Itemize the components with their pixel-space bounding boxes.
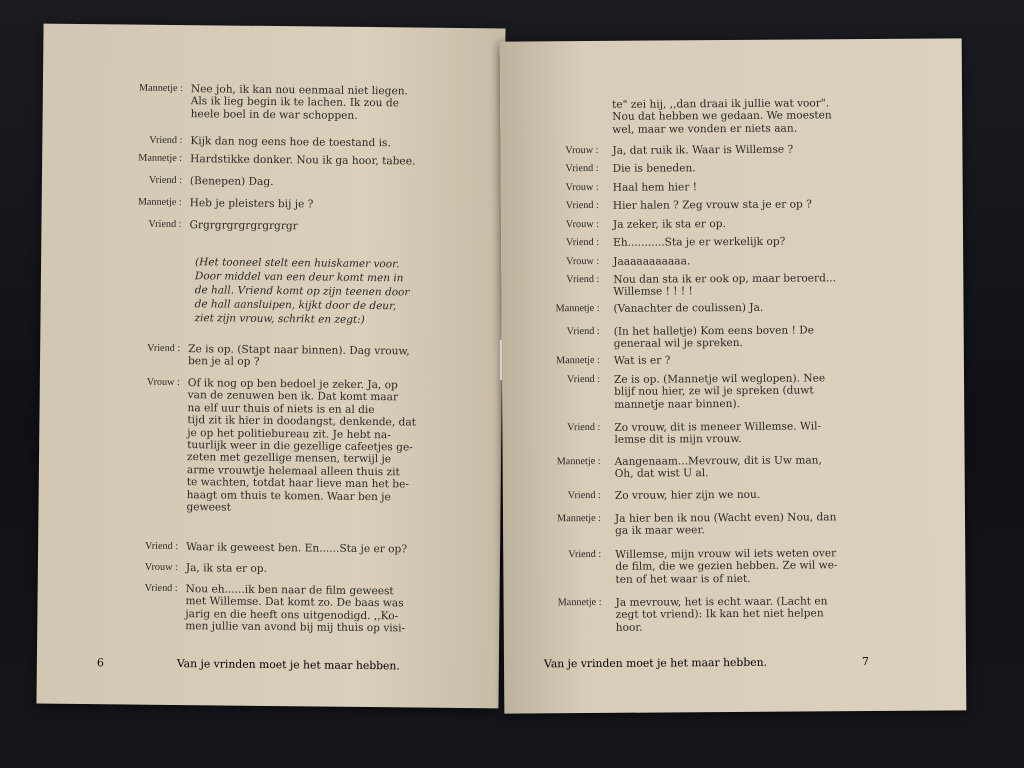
stage-direction-line: (Het tooneel stelt een huiskamer voor. (195, 256, 400, 271)
speaker-label: Vrouw : (566, 255, 600, 268)
speaker-label: Vriend : (566, 325, 600, 338)
dialogue-line: Ze is op. (Mannetje wil weglopen). Nee (613, 372, 826, 386)
right-page-footer: Van je vrinden moet je het maar hebben. (543, 655, 768, 671)
dialogue-line: Als ik lieg begin ik te lachen. Ik zou de (190, 95, 399, 110)
right-page (500, 38, 967, 713)
dialogue-line: met Willemse. Dat komt zo. De baas was (185, 595, 404, 610)
speaker-label: Vriend : (148, 174, 182, 187)
speaker-label: Mannetje : (137, 196, 182, 209)
dialogue-line: arme vrouwtje helemaal alleen thuis zit (186, 463, 400, 479)
dialogue-line: Grgrgrgrgrgrgrgrgr (189, 219, 298, 233)
dialogue-line: ten of het waar is of niet. (615, 572, 751, 586)
dialogue-line: Oh, dat wist U al. (614, 467, 709, 481)
dialogue-line: Eh...........Sta je er werkelijk op? (613, 235, 786, 249)
left-page-footer: Van je vrinden moet je het maar hebben. (176, 657, 400, 673)
dialogue-line: Jaaaaaaaaaaa. (613, 255, 691, 268)
continuation-line: wel, maar we vonden er niets aan. (612, 122, 798, 136)
dialogue-line: te wachten, totdat haar lieve man het be- (186, 476, 410, 491)
dialogue-line: generaal wil je spreken. (613, 337, 743, 351)
dialogue-line: Die is beneden. (612, 162, 696, 175)
dialogue-line: tijd zit ik hier in doodangst, denkende, dat (187, 414, 417, 429)
dialogue-line: heele boel in de war schoppen. (190, 107, 358, 122)
dialogue-line: Willemse ! ! ! ! (613, 285, 693, 299)
dialogue-line: Wat is er ? (613, 354, 671, 367)
speaker-label: Vriend : (565, 162, 599, 175)
dialogue-line: Zo vrouw, dit is meneer Willemse. Wil- (614, 420, 822, 434)
speaker-label: Vriend : (149, 134, 183, 147)
dialogue-line: Ja mevrouw, het is echt waar. (Lacht en (615, 595, 828, 609)
dialogue-line: zeten met gezellige mensen, terwijl je (186, 451, 392, 466)
speaker-label: Vrouw : (146, 376, 180, 389)
speaker-label: Vriend : (566, 273, 600, 286)
dialogue-line: mannetje naar binnen). (614, 397, 740, 411)
speaker-label: Vriend : (148, 218, 182, 231)
continuation-line: Nou dat hebben we gedaan. We moesten (612, 109, 832, 124)
speaker-label: Vrouw : (565, 218, 599, 231)
speaker-label: Mannetje : (555, 354, 600, 367)
stage-direction-line: de hall. Vriend komt op zijn teenen door (194, 284, 410, 299)
dialogue-line: Nee joh, ik kan nou eenmaal niet liegen. (190, 83, 409, 98)
dialogue-line: Hardstikke donker. Nou ik ga hoor, tabee. (190, 153, 416, 168)
left-page-text (36, 24, 505, 709)
speaker-label: Vriend : (567, 421, 601, 434)
dialogue-line: (Benepen) Dag. (189, 175, 274, 189)
speaker-label: Vriend : (565, 199, 599, 212)
stage-direction-line: de hall aansluipen, kijkt door de deur, (194, 298, 397, 313)
dialogue-line: lemse dit is mijn vrouw. (614, 433, 742, 447)
dialogue-line: van de zenuwen ben ik. Dat komt maar (187, 389, 399, 404)
dialogue-line: Nou dan sta ik er ook op, maar beroerd... (613, 272, 837, 286)
speaker-label: Mannetje : (138, 152, 183, 165)
dialogue-line: (Vanachter de coulissen) Ja. (613, 301, 764, 315)
dialogue-line: Ja hier ben ik nou (Wacht even) Nou, dan (614, 511, 837, 525)
dialogue-line: ga ik maar weer. (615, 524, 705, 538)
dialogue-line: Willemse, mijn vrouw wil iets weten over (615, 547, 837, 561)
speaker-label: Vrouw : (565, 181, 599, 194)
dialogue-line: Ja, dat ruik ik. Waar is Willemse ? (612, 143, 794, 157)
dialogue-line: Ze is op. (Stapt naar binnen). Dag vrouw, (188, 343, 410, 358)
left-page-number: 6 (96, 656, 104, 670)
stage-direction-line: ziet zijn vrouw, schrikt en zegt:) (194, 312, 365, 326)
dialogue-line: de film, die we gezien hebben. Ze wil we- (615, 559, 838, 574)
dialogue-line: Nou eh......ik ben naar de film geweest (185, 583, 394, 598)
dialogue-line: Hier halen ? Zeg vrouw sta je er op ? (612, 198, 812, 212)
dialogue-line: zegt tot vriend): Ik kan het niet helpen (615, 607, 824, 622)
dialogue-line: Ja zeker, ik sta er op. (612, 218, 726, 231)
speaker-label: Vriend : (567, 489, 601, 502)
dialogue-line: na elf uur thuis of niets is en al die (187, 401, 375, 416)
dialogue-line: Haal hem hier ! (612, 181, 698, 194)
speaker-label: Vriend : (566, 373, 601, 386)
staple (499, 340, 503, 380)
right-page-text (500, 38, 967, 713)
speaker-label: Vrouw : (144, 561, 178, 574)
dialogue-line: Kijk dan nog eens hoe de toestand is. (190, 135, 391, 150)
dialogue-line: haagt om thuis te komen. Waar ben je (186, 488, 391, 503)
dialogue-line: Aangenaam...Mevrouw, dit is Uw man, (614, 454, 822, 468)
dialogue-line: blijf nou hier, ze wil je spreken (duwt (614, 384, 814, 399)
dialogue-line: (In het halletje) Kom eens boven ! De (613, 324, 815, 338)
speaker-label: Vriend : (144, 582, 178, 595)
dialogue-line: tuurlijk weer in die gezellige cafeetjes ge- (187, 439, 413, 454)
dialogue-line: men jullie van avond bij mij thuis op visi- (185, 620, 406, 635)
speaker-label: Vrouw : (565, 144, 599, 157)
speaker-label: Mannetje : (138, 82, 183, 95)
continuation-line: te" zei hij, ,,dan draai ik jullie wat voor". (612, 97, 830, 111)
speaker-label: Vriend : (565, 236, 600, 249)
speaker-label: Mannetje : (557, 596, 602, 609)
speaker-label: Vriend : (144, 540, 179, 553)
speaker-label: Vriend : (568, 548, 602, 561)
left-page (36, 24, 505, 709)
speaker-label: Vriend : (147, 342, 181, 355)
dialogue-line: geweest (186, 501, 231, 514)
dialogue-line: jarig en die heeft ons uitgenodigd. ,,Ko- (185, 607, 399, 623)
right-page-number: 7 (861, 655, 870, 669)
dialogue-line: Of ik nog op ben bedoel je zeker. Ja, op (187, 377, 398, 392)
dialogue-line: ben je al op ? (187, 355, 260, 369)
dialogue-line: hoor. (615, 621, 643, 634)
dialogue-line: Waar ik geweest ben. En......Sta je er op? (186, 541, 408, 556)
dialogue-line: Zo vrouw, hier zijn we nou. (614, 488, 761, 502)
speaker-label: Mannetje : (555, 302, 600, 315)
dialogue-line: Heb je pleisters bij je ? (189, 197, 314, 211)
dialogue-line: Ja, ik sta er op. (185, 562, 268, 575)
stage-direction-line: Door middel van een deur komt men in (194, 270, 404, 285)
speaker-label: Mannetje : (557, 512, 602, 525)
dialogue-line: je op het politiebureau zit. Je hebt na- (187, 426, 391, 441)
speaker-label: Mannetje : (556, 455, 601, 468)
